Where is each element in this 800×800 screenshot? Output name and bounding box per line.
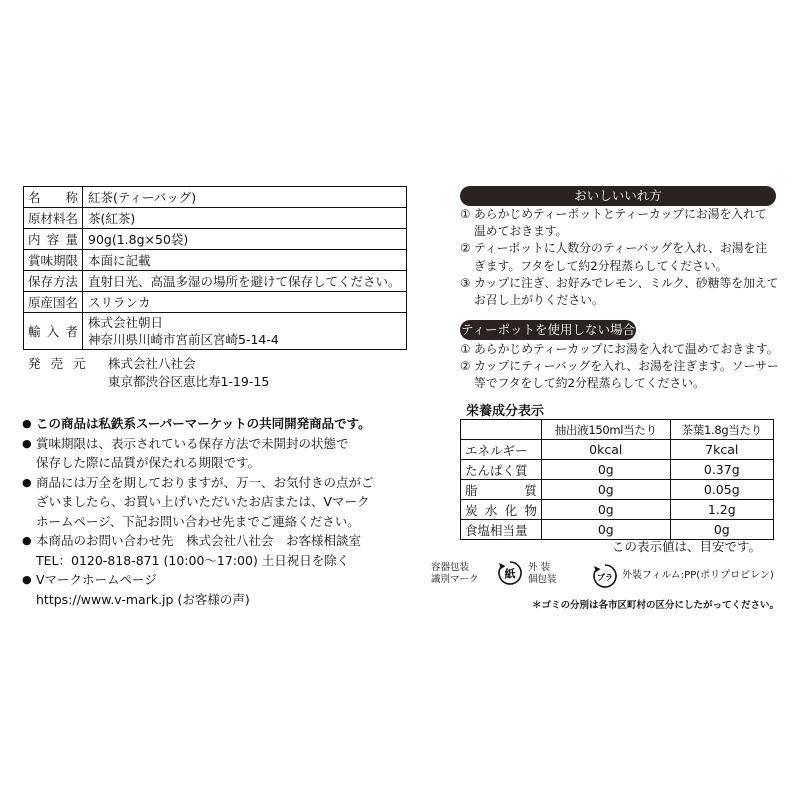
nutrition-value: 1.2g	[670, 500, 773, 520]
no-pot-steps	[460, 341, 790, 393]
row-value: 紅茶(ティーバッグ)	[83, 187, 407, 208]
table-row	[24, 292, 407, 313]
row-label: 原材料名	[24, 208, 83, 229]
nutrition-value: 7kcal	[670, 440, 773, 460]
nutrition-column-header: 茶葉1.8g当たり	[670, 420, 773, 440]
seller-name: 株式会社八社会	[108, 356, 196, 371]
step-item: ① あらかじめティーポットとティーカップにお湯を入れて 温めておきます。	[460, 207, 767, 239]
nutrition-title: 栄養成分表示	[466, 404, 545, 419]
nutrition-value: 0.05g	[670, 480, 773, 500]
note-item: ● Vマークホームページ https://www.v-mark.jp (お客様の声)	[22, 572, 250, 607]
nutrition-value: 0g	[542, 460, 671, 480]
note-item: ● 本商品のお問い合わせ先 株式会社八社会 お客様相談室 TEL：0120-818-871 (10:00〜17:00) 土日祝日を除く	[22, 533, 362, 568]
plastic-recycle-icon	[592, 563, 618, 589]
row-value: スリランカ	[83, 292, 407, 313]
paper-recycle-icon	[497, 560, 523, 586]
seller-info	[28, 355, 269, 391]
step-item: ① あらかじめティーカップにお湯を入れて温めておきます。	[460, 342, 779, 356]
nutrition-value: 0g	[542, 520, 671, 540]
note-item: ● この商品は私鉄系スーパーマーケットの共同開発商品です。	[22, 416, 371, 431]
importer-row	[24, 313, 407, 350]
nutrition-note: この表示値は、目安です。	[612, 539, 762, 554]
nutrition-value: 0g	[542, 480, 671, 500]
seller-address: 東京都渋谷区恵比寿1-19-15	[108, 374, 270, 389]
row-label: 食塩相当量	[461, 520, 542, 540]
nutrition-table	[460, 419, 774, 540]
nutrition-value: 0g	[542, 500, 671, 520]
nutrition-row	[461, 440, 774, 460]
disposal-footnote: ＊ゴミの分別は各市区町村の区分にしたがってください。	[532, 600, 780, 611]
row-value: 茶(紅茶)	[83, 208, 407, 229]
note-item: ● 賞味期限は、表示されている保存方法で未開封の状態で 保存した際に品質が保たれる期限です。	[22, 435, 349, 470]
row-label: 賞味期限	[24, 250, 83, 271]
notes-section	[22, 414, 422, 609]
row-label: 原産国名	[24, 292, 83, 313]
row-value: 本面に記載	[83, 250, 407, 271]
nutrition-row	[461, 480, 774, 500]
table-row	[24, 250, 407, 271]
no-pot-title: ティーポットを使用しない場合	[460, 320, 636, 340]
table-row	[24, 187, 407, 208]
nutrition-row	[461, 460, 774, 480]
nutrition-column-header: 抽出液150ml当たり	[542, 420, 671, 440]
row-label: たんぱく質	[461, 460, 542, 480]
product-info-table	[23, 186, 407, 350]
row-label: 内 容 量	[24, 229, 83, 250]
seller-label: 発売元	[28, 356, 96, 371]
step-item: ③ カップに注ぎ、お好みでレモン、ミルク、砂糖等を加えて お召し上がりください。	[460, 275, 779, 308]
nutrition-value: 0.37g	[670, 460, 773, 480]
nutrition-header-row	[461, 420, 774, 440]
note-item: ● 商品には万全を期しておりますが、万一、お気付きの点がご ざいましたら、お買い上げいただいたお店または、Vマーク ホームページ、下記お問い合わせ先までご連絡ください。	[22, 474, 374, 529]
nutrition-value: 0kcal	[542, 440, 671, 460]
row-label: 脂 質	[461, 480, 542, 500]
row-value: 90g(1.8g×50袋)	[83, 229, 407, 250]
row-label: エネルギー	[461, 440, 542, 460]
paper-recycle-text: 外 装 個包装	[528, 562, 557, 585]
importer-value: 株式会社朝日 神奈川県川崎市宮前区宮崎5-14-4	[83, 313, 407, 350]
step-item: ② カップにティーバッグを入れ、お湯を注ぎます。ソーサー 等でフタをして約2分程蒸らしてください。	[460, 359, 779, 391]
nutrition-row	[461, 500, 774, 520]
recycle-label: 容器包装 識別マーク	[431, 562, 479, 585]
row-label: 輸 入 者	[24, 313, 83, 350]
table-row	[24, 208, 407, 229]
svg-text:紙: 紙	[504, 567, 516, 581]
svg-text:プラ: プラ	[597, 573, 613, 582]
plastic-recycle-text: 外装フィルム:PP(ポリプロピレン)	[622, 570, 774, 581]
brewing-title: おいしいいれ方	[460, 186, 776, 206]
row-label: 炭 水 化 物	[461, 500, 542, 520]
nutrition-value: 0g	[670, 520, 773, 540]
table-row	[24, 229, 407, 250]
row-label: 名 称	[24, 187, 83, 208]
row-label: 保存方法	[24, 271, 83, 292]
table-row	[24, 271, 407, 292]
brewing-steps	[460, 206, 790, 309]
row-value: 直射日光、高温多湿の場所を避けて保存してください。	[83, 271, 407, 292]
step-item: ② ティーポットに人数分のティーバッグを入れ、お湯を注 ぎます。フタをして約2分程蒸らしてください。	[460, 241, 768, 273]
